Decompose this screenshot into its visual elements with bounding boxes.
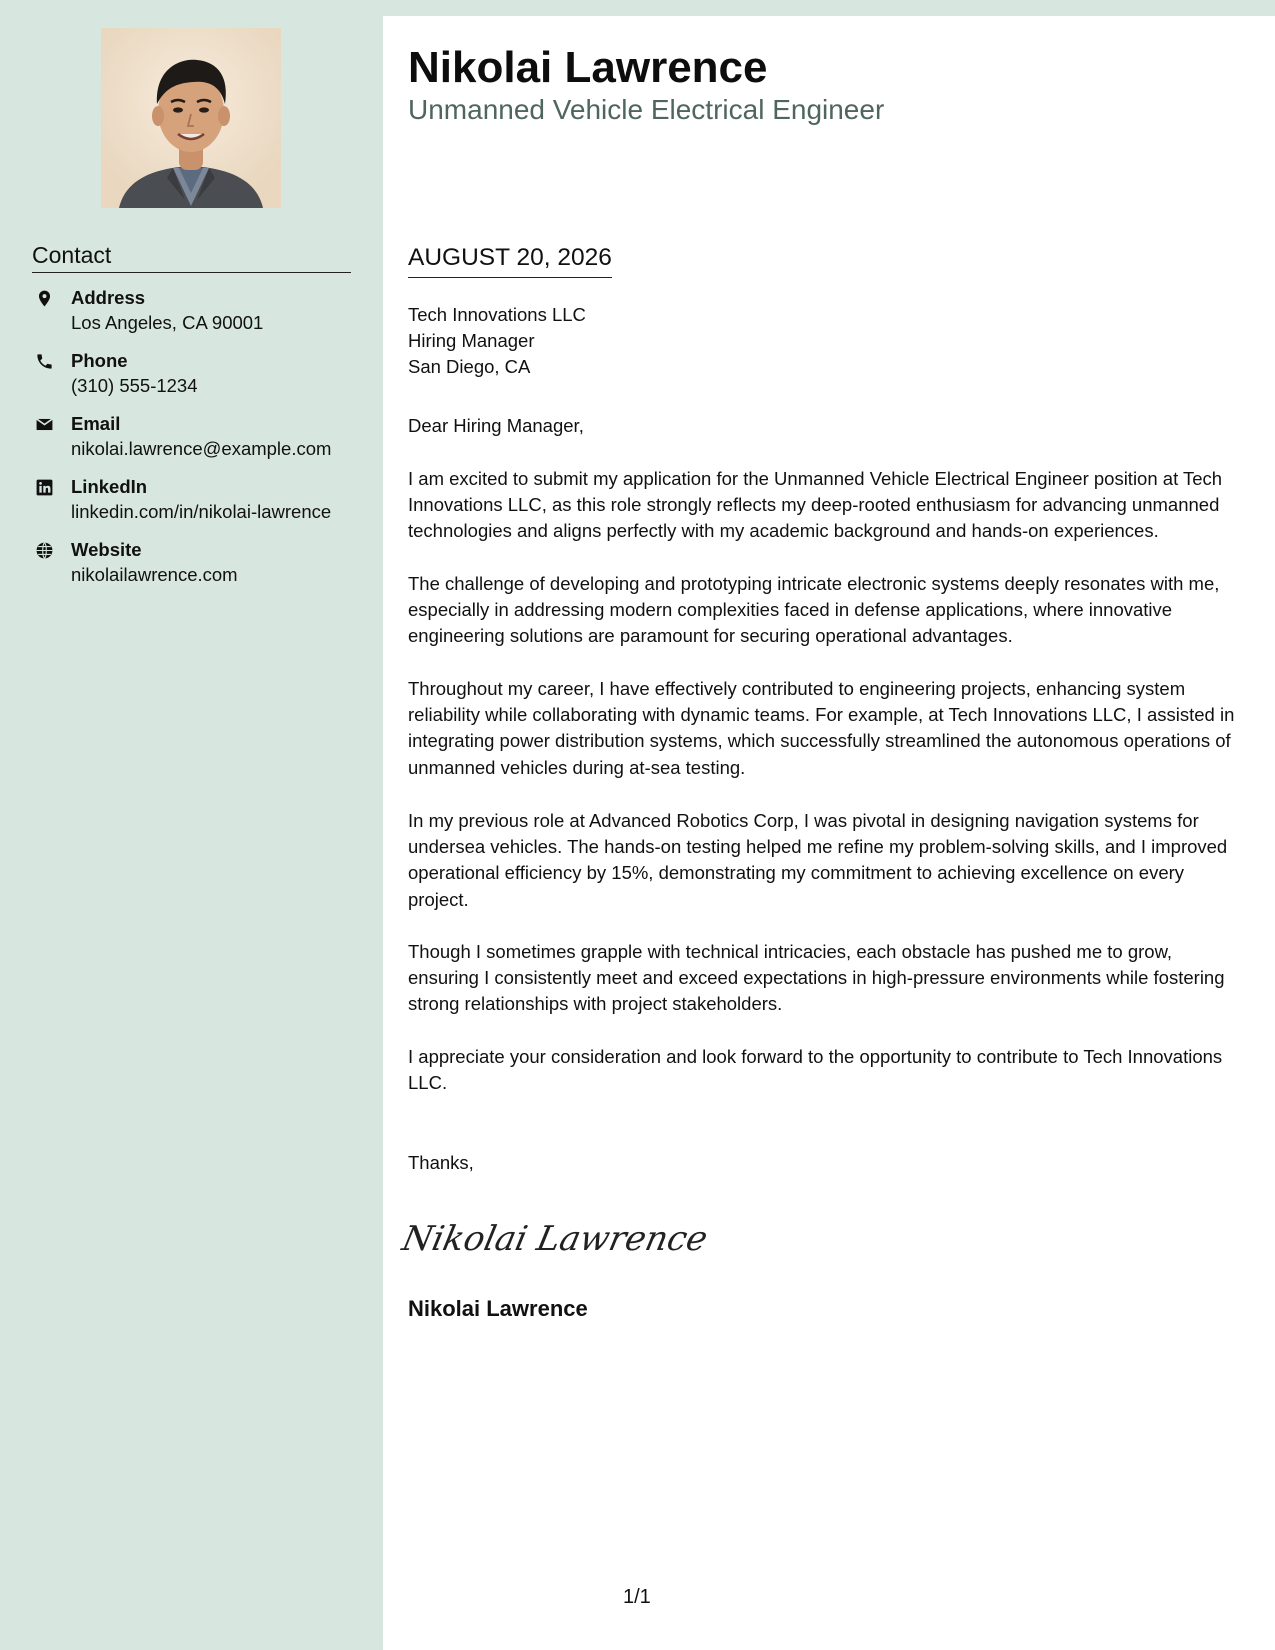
recipient-block bbox=[408, 302, 586, 380]
page-number: 1/1 bbox=[623, 1586, 651, 1608]
signature-image bbox=[398, 1206, 712, 1266]
paragraph: I appreciate your consideration and look forward to the opportunity to contribute to Tech Innovations LLC. bbox=[408, 1046, 1223, 1094]
globe-icon bbox=[35, 541, 54, 560]
paragraph: I am excited to submit my application for the Unmanned Vehicle Electrical Engineer position at Tech Innovations LLC, as this role strongly reflects my deep-rooted enthusiasm for advancing unmanned technologies and aligns perfectly with my academic background and hands-on experiences. bbox=[408, 468, 1223, 542]
job-title: Unmanned Vehicle Electrical Engineer bbox=[408, 94, 885, 125]
handwritten-signature bbox=[398, 1206, 712, 1266]
website-value[interactable]: nikolailawrence.com bbox=[71, 564, 238, 585]
closing: Thanks, bbox=[408, 1152, 474, 1173]
recipient-location: San Diego, CA bbox=[408, 356, 531, 377]
letter-body bbox=[383, 16, 1275, 1650]
contact-label: Email bbox=[71, 413, 121, 434]
contact-phone bbox=[32, 349, 362, 405]
signature-text: Nikolai Lawrence bbox=[398, 1219, 712, 1259]
address-value: Los Angeles, CA 90001 bbox=[71, 312, 264, 333]
paragraph: The challenge of developing and prototyping intricate electronic systems deeply resonates with me, especially in addressing modern complexities faced in defense applications, where innovative engineering solutions are paramount for securing operational advantages. bbox=[408, 573, 1220, 647]
signer-name: Nikolai Lawrence bbox=[408, 1296, 588, 1321]
contact-label: Website bbox=[71, 539, 142, 560]
contact-label: Address bbox=[71, 287, 146, 308]
location-pin-icon bbox=[35, 289, 54, 308]
sidebar bbox=[0, 0, 383, 1650]
contact-linkedin bbox=[32, 475, 362, 531]
contact-website bbox=[32, 538, 362, 594]
letter-date: AUGUST 20, 2026 bbox=[408, 242, 612, 278]
avatar bbox=[101, 28, 281, 208]
applicant-name: Nikolai Lawrence bbox=[408, 43, 768, 92]
phone-icon bbox=[35, 352, 54, 371]
paragraph: In my previous role at Advanced Robotics Corp, I was pivotal in designing navigation systems for undersea vehicles. The hands-on testing helped me refine my problem-solving skills, and I improved operational efficiency by 15%, demonstrating my commitment to achieving excellence on every project. bbox=[408, 810, 1228, 910]
salutation: Dear Hiring Manager, bbox=[408, 415, 584, 436]
recipient-role: Hiring Manager bbox=[408, 330, 535, 351]
contact-heading: Contact bbox=[32, 240, 351, 273]
envelope-icon bbox=[35, 415, 54, 434]
paragraph: Though I sometimes grapple with technical intricacies, each obstacle has pushed me to grow, ensuring I consistently meet and exceed expectations in high-pressure environments while fostering strong relationships with project stakeholders. bbox=[408, 941, 1225, 1015]
phone-value[interactable]: (310) 555-1234 bbox=[71, 375, 198, 396]
email-value[interactable]: nikolai.lawrence@example.com bbox=[71, 438, 332, 459]
linkedin-icon bbox=[35, 478, 54, 497]
recipient-company: Tech Innovations LLC bbox=[408, 304, 586, 325]
contact-address bbox=[32, 286, 362, 342]
contact-label: Phone bbox=[71, 350, 128, 371]
profile-photo bbox=[101, 28, 281, 208]
contact-label: LinkedIn bbox=[71, 476, 148, 497]
paragraph: Throughout my career, I have effectively contributed to engineering projects, enhancing system reliability while collaborating with dynamic teams. For example, at Tech Innovations LLC, I assisted in integrating power distribution systems, which successfully streamlined the autonomous operations of unmanned vehicles during at-sea testing. bbox=[408, 678, 1235, 778]
contact-email bbox=[32, 412, 362, 468]
linkedin-value[interactable]: linkedin.com/in/nikolai-lawrence bbox=[71, 501, 332, 522]
